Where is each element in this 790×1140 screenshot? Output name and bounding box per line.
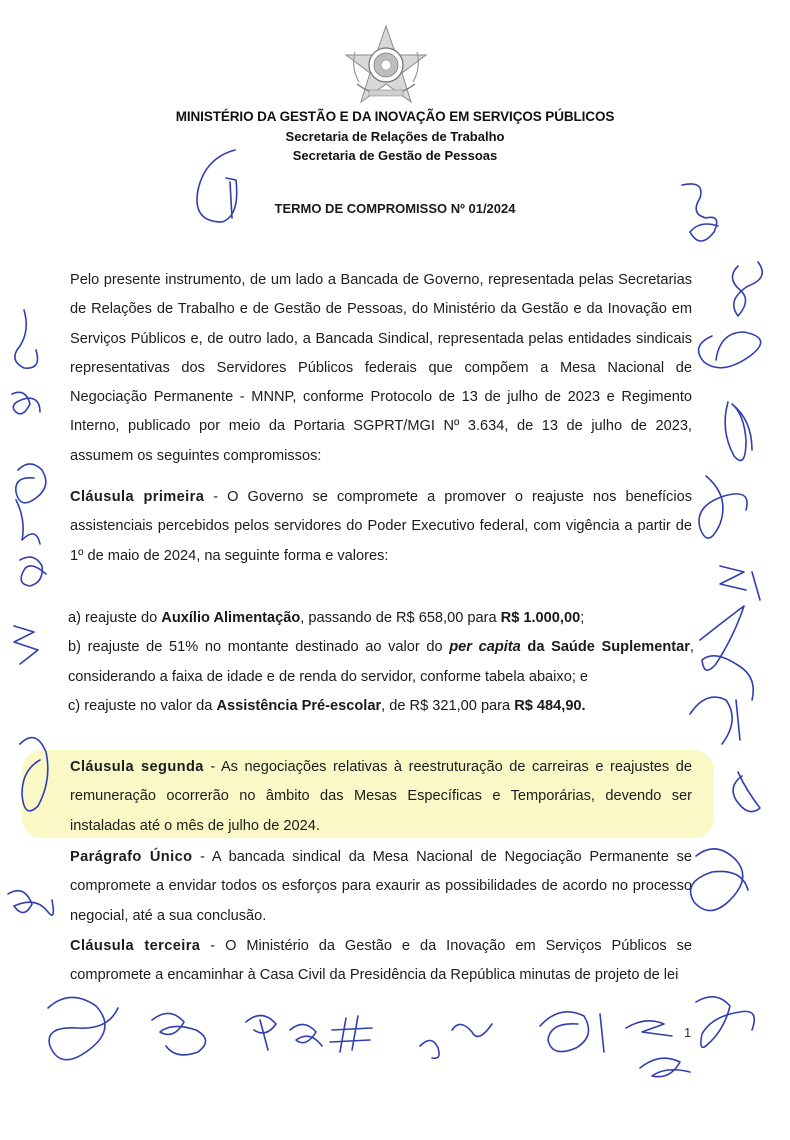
signature-right-6 xyxy=(720,566,760,600)
clause-1-text: - O Governo se compromete a promover o reajuste nos benefícios assistenciais percebidos pelos servidores do Poder Executivo federal, com vigência a partir de 1º de maio de 2024, na seguinte forma e valores: xyxy=(70,489,693,564)
signature-left-3 xyxy=(16,464,46,503)
clause-1-label: Cláusula primeira xyxy=(70,489,205,505)
clause-2-label: Cláusula segunda xyxy=(70,759,204,775)
clause-2 xyxy=(70,753,692,841)
signature-bottom-10 xyxy=(696,997,754,1047)
secretariat-labor-relations: Secretaria de Relações de Trabalho xyxy=(285,129,505,144)
signature-left-4 xyxy=(16,500,40,544)
clause-3 xyxy=(70,932,692,991)
signature-bottom-1 xyxy=(48,997,118,1059)
intro-paragraph: Pelo presente instrumento, de um lado a Bancada de Governo, representada pelas Secretarias de Relações de Trabalho e de Gestão de Pessoas, do Ministério da Gestão e da Inovação em Serviços Públicos e, de outro lado, a Bancada Sindical, representada pelas entidades sindicais representativas dos Servidores Públicos federais que compõem a Mesa Nacional de Negociação Permanente - MNNP, conforme Protocolo de 13 de julho de 2023 e Regimento Interno, publicado por meio da Portaria SGPRT/MGI Nº 3.634, de 13 de julho de 2023, assumem os seguintes compromissos: xyxy=(70,272,692,464)
signature-bottom-7 xyxy=(540,1012,604,1052)
item-c-new-value: R$ 484,90. xyxy=(514,697,586,714)
signature-bottom-4 xyxy=(290,1024,322,1046)
signature-right-2 xyxy=(732,262,762,316)
clause-1 xyxy=(70,483,692,571)
secretariat-people-management: Secretaria de Gestão de Pessoas xyxy=(292,148,498,163)
clause-3-text: - O Ministério da Gestão e da Inovação em Serviços Públicos se compromete a encaminhar à Casa Civil da Presidência da República minutas de projeto de lei xyxy=(70,938,692,984)
signature-left-5 xyxy=(20,557,46,586)
page-number: 1 xyxy=(684,1025,692,1040)
signature-right-8 xyxy=(690,697,740,744)
signature-right-10 xyxy=(691,849,748,911)
signature-bottom-6 xyxy=(420,1024,492,1058)
signature-bottom-9 xyxy=(640,1058,690,1077)
signature-left-8 xyxy=(8,891,53,915)
item-b-per-capita: per capita xyxy=(449,639,521,656)
signature-left-2 xyxy=(12,392,40,413)
sole-paragraph xyxy=(70,843,692,931)
signature-left-1 xyxy=(15,310,38,368)
coat-of-arms-seal xyxy=(343,22,429,108)
item-a-benefit: Auxílio Alimentação xyxy=(161,610,301,626)
clause-2-text: - As negociações relativas à reestruturação de carreiras e reajustes de remuneração ocorrerão no âmbito das Mesas Específicas e Temporárias, devendo ser instaladas até o mês de julho de 2024. xyxy=(70,759,692,834)
item-c-benefit: Assistência Pré-escolar xyxy=(216,697,382,714)
document-title: TERMO DE COMPROMISSO Nº 01/2024 xyxy=(274,201,516,216)
signature-right-4 xyxy=(725,402,752,460)
item-b: b) reajuste de 51% no montante destinado ao valor do per capita da Saúde Suplementar, considerando a faixa de idade e de renda do servidor, conforme tabela abaixo; e xyxy=(68,639,694,685)
item-c: c) reajuste no valor da Assistência Pré-escolar, de R$ 321,00 para R$ 484,90. xyxy=(68,697,586,714)
item-b-benefit: da Saúde Suplementar xyxy=(520,639,690,656)
signature-left-6 xyxy=(14,626,38,664)
signature-right-7 xyxy=(700,606,753,700)
ministry-heading: MINISTÉRIO DA GESTÃO E DA INOVAÇÃO EM SERVIÇOS PÚBLICOS xyxy=(175,109,615,124)
signature-bottom-5 xyxy=(330,1016,372,1052)
clause-1-items xyxy=(68,604,694,721)
signature-bottom-3 xyxy=(246,1015,276,1050)
signature-right-9 xyxy=(733,772,760,812)
signature-bottom-2 xyxy=(152,1013,206,1054)
item-a-new-value: R$ 1.000,00 xyxy=(500,610,581,626)
signature-bottom-8 xyxy=(626,1021,672,1036)
item-a: a) reajuste do Auxílio Alimentação, passando de R$ 658,00 para R$ 1.000,00; xyxy=(68,610,585,626)
signature-right-5 xyxy=(699,476,747,538)
signature-right-3 xyxy=(699,332,761,368)
clause-3-label: Cláusula terceira xyxy=(70,938,201,954)
sole-paragraph-label: Parágrafo Único xyxy=(70,849,193,865)
sole-paragraph-text: - A bancada sindical da Mesa Nacional de Negociação Permanente se compromete a envidar todos os esforços para exaurir as possibilidades de acordo no processo negocial, até a sua conclusão. xyxy=(70,849,692,924)
